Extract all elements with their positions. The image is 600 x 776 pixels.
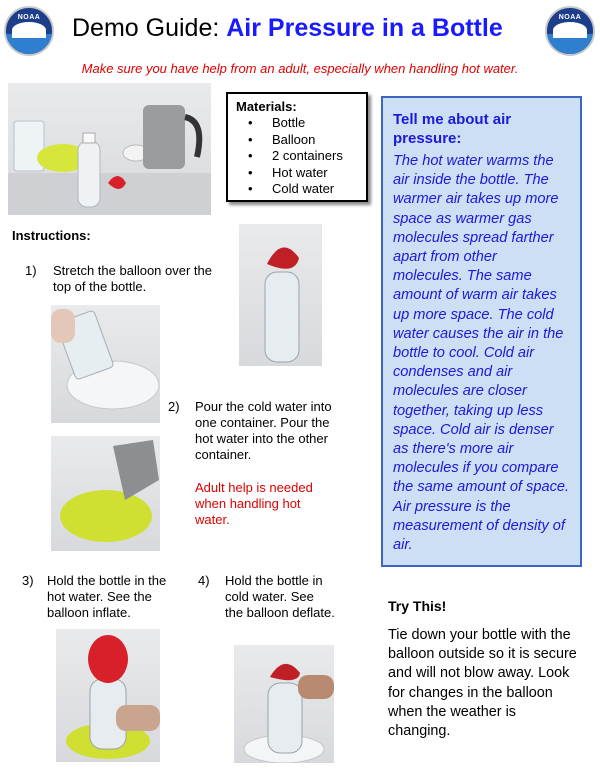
bottle-balloon-drawing bbox=[239, 224, 322, 366]
step4-text: Hold the bottle in cold water. See the balloon deflate. bbox=[225, 573, 335, 620]
panel-body: The hot water warms the air inside the bottle. The warmer air takes up more space as warmer gas molecules spread farther apart from other molecules. The same amount of warm air takes up more space. The cold water causes the air in the bottle to cool. Cold air condenses and air molecules are closer together, taking up less space. Cold air is denser as there's more air molecules if you compare the same amount of space. Air pressure is the measurement of density of air. bbox=[393, 153, 570, 554]
noaa-logo-left-label: NOAA bbox=[17, 14, 41, 21]
step4-number: 4) bbox=[198, 573, 210, 588]
material-item: • Cold water bbox=[262, 181, 358, 198]
materials-photo-drawing bbox=[8, 83, 211, 215]
cold-water-deflate-photo bbox=[234, 645, 334, 763]
panel-heading: Tell me about air pressure: bbox=[393, 111, 512, 147]
materials-heading: Materials: bbox=[236, 99, 297, 114]
step3-text: Hold the bottle in the hot water. See the balloon inflate. bbox=[47, 573, 167, 620]
material-item: • Bottle bbox=[262, 115, 358, 132]
step1-number: 1) bbox=[25, 263, 37, 278]
safety-subtitle: Make sure you have help from an adult, especially when handling hot water. bbox=[81, 61, 519, 76]
material-item: • Balloon bbox=[262, 132, 358, 149]
material-item: • 2 containers bbox=[262, 148, 358, 165]
cold-water-photo bbox=[51, 305, 160, 423]
step2-number: 2) bbox=[168, 399, 180, 414]
air-pressure-panel bbox=[381, 96, 582, 567]
step3-number: 3) bbox=[22, 573, 34, 588]
hot-water-photo bbox=[51, 436, 160, 551]
noaa-logo-right-label: NOAA bbox=[558, 14, 582, 21]
title-main: Air Pressure in a Bottle bbox=[226, 14, 503, 42]
noaa-logo-left bbox=[4, 6, 54, 56]
page-title bbox=[72, 14, 503, 43]
materials-box bbox=[226, 92, 368, 202]
step1-text: Stretch the balloon over the top of the bottle. bbox=[53, 263, 212, 294]
step2-text: Pour the cold water into one container. Pour the hot water into the other container. bbox=[195, 399, 332, 462]
deflate-drawing bbox=[234, 645, 334, 763]
materials-photo bbox=[8, 83, 211, 215]
inflate-drawing bbox=[56, 629, 160, 762]
noaa-logo-right bbox=[545, 6, 595, 56]
hot-water-drawing bbox=[51, 436, 160, 551]
material-item: • Hot water bbox=[262, 165, 358, 182]
materials-list bbox=[236, 115, 358, 198]
cold-water-drawing bbox=[51, 305, 160, 423]
bottle-balloon-photo bbox=[239, 224, 322, 366]
title-prefix: Demo Guide: bbox=[72, 14, 220, 42]
hot-water-inflate-photo bbox=[56, 629, 160, 762]
instructions-heading: Instructions: bbox=[12, 228, 91, 243]
step2-warning: Adult help is needed when handling hot water. bbox=[195, 480, 313, 527]
try-this-body: Tie down your bottle with the balloon outside so it is secure and will not blow away. Look for changes in the balloon when the weather is changing. bbox=[388, 627, 577, 740]
try-this-heading: Try This! bbox=[388, 598, 447, 614]
